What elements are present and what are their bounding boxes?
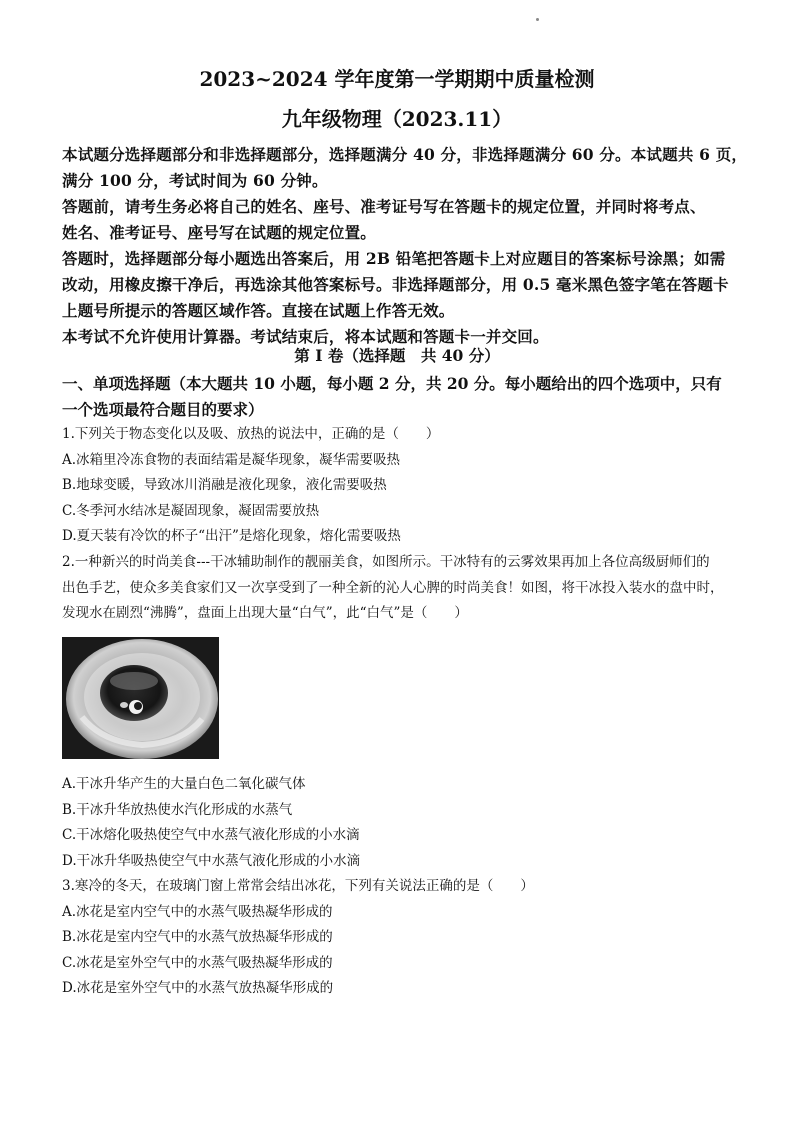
option-c: C.冰花是室外空气中的水蒸气吸热凝华形成的: [62, 954, 333, 971]
option-c: C.冬季河水结冰是凝固现象，凝固需要放热: [62, 502, 320, 519]
exam-title: 2023~2024 学年度第一学期期中质量检测: [199, 67, 595, 91]
question-stem: 1.下列关于物态变化以及吸、放热的说法中，正确的是（ ）: [62, 426, 440, 442]
instruction-line: 上题号所提示的答题区域作答。直接在试题上作答无效。: [62, 301, 455, 320]
instruction-line: 满分 100 分，考试时间为 60 分钟。: [62, 171, 328, 190]
scan-speck: [536, 18, 539, 21]
question-stem: 3.寒冷的冬天，在玻璃门窗上常常会结出冰花，下列有关说法正确的是（ ）: [62, 878, 534, 894]
option-b: B.冰花是室内空气中的水蒸气放热凝华形成的: [62, 929, 333, 945]
dry-ice-dish-photo: [62, 637, 219, 759]
question-2: [62, 550, 752, 765]
section-intro-line: 一、单项选择题（本大题共 10 小题，每小题 2 分，共 20 分。每小题给出的四个选项中，只有: [62, 374, 722, 393]
option-b: B.干冰升华放热使水汽化形成的水蒸气: [62, 801, 293, 818]
option-c: C.干冰熔化吸热使空气中水蒸气液化形成的小水滴: [62, 827, 360, 843]
exam-instructions: [62, 142, 752, 350]
option-a: A.冰箱里冷冻食物的表面结霜是凝华现象，凝华需要吸热: [62, 451, 401, 468]
question-3: [62, 874, 752, 1002]
instruction-line: 答题时，选择题部分每小题选出答案后，用 2B 铅笔把答题卡上对应题目的答案标号涂黑；如需: [62, 249, 726, 268]
question-stem: 出色手艺，使众多美食家们又一次享受到了一种全新的沁人心脾的时尚美食！如图，将干冰投入装水的盘中时，: [62, 579, 724, 596]
option-a: A.干冰升华产生的大量白色二氧化碳气体: [62, 776, 306, 792]
question-stem: 2.一种新兴的时尚美食---干冰辅助制作的靓丽美食，如图所示。干冰特有的云雾效果再加上各位高级厨师们的: [62, 554, 710, 570]
question-stem: 发现水在剧烈“沸腾”，盘面上出现大量“白气”，此“白气”是（ ）: [62, 605, 468, 621]
instruction-line: 姓名、准考证号、座号写在试题的规定位置。: [62, 223, 377, 242]
option-a: A.冰花是室内空气中的水蒸气吸热凝华形成的: [62, 903, 333, 920]
exam-subtitle: 九年级物理（2023.11）: [281, 107, 513, 131]
option-d: D.干冰升华吸热使空气中水蒸气液化形成的小水滴: [62, 852, 361, 869]
instruction-line: 本试题分选择题部分和非选择题部分，选择题满分 40 分，非选择题满分 60 分。本试题共 6 页，: [62, 145, 748, 164]
instruction-line: 本考试不允许使用计算器。考试结束后，将本试题和答题卡一并交回。: [62, 327, 549, 346]
question-1: [62, 422, 752, 550]
option-d: D.冰花是室外空气中的水蒸气放热凝华形成的: [62, 980, 334, 996]
option-b: B.地球变暖，导致冰川消融是液化现象，液化需要吸热: [62, 477, 387, 493]
instruction-line: 答题前，请考生务必将自己的姓名、座号、准考证号写在答题卡的规定位置，并同时将考点、: [62, 197, 706, 216]
instruction-line: 改动，用橡皮擦干净后，再选涂其他答案标号。非选择题部分，用 0.5 毫米黑色签字笔在答题卡: [62, 275, 729, 294]
section-intro: [62, 371, 752, 423]
question-2-options: [62, 772, 752, 874]
section-intro-line: 一个选项最符合题目的要求）: [62, 400, 264, 419]
section-title: 第 I 卷（选择题 共 40 分）: [294, 346, 500, 365]
option-d: D.夏天装有冷饮的杯子“出汗”是熔化现象，熔化需要吸热: [62, 528, 401, 544]
